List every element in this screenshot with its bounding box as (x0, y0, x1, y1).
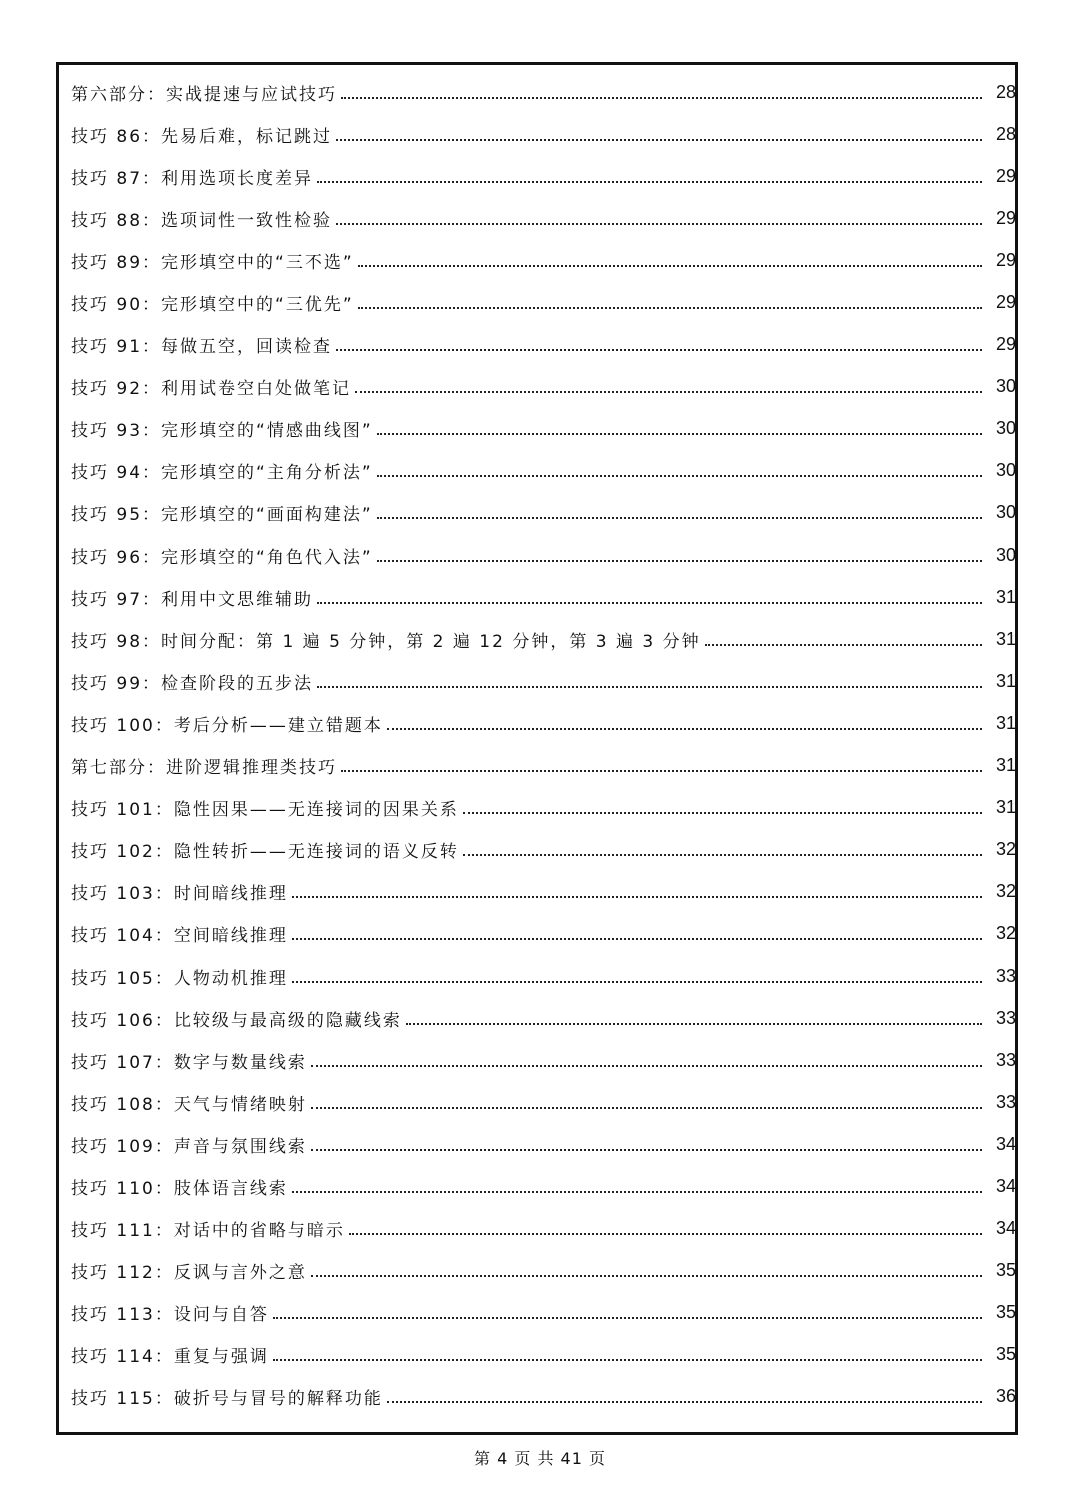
toc-entry-title: 技巧 106：比较级与最高级的隐藏线索 (71, 1010, 402, 1031)
dot-leader (273, 1316, 982, 1319)
dot-leader (311, 1274, 982, 1277)
toc-entry (71, 492, 1016, 534)
toc-entry (71, 113, 1016, 155)
toc-entry-page-number: 29 (995, 334, 1016, 355)
toc-entry-title: 技巧 113：设问与自答 (71, 1305, 269, 1326)
toc-entry-title: 技巧 104：空间暗线推理 (71, 926, 288, 947)
toc-entry-page-number: 31 (995, 586, 1016, 607)
toc-entry-page-number: 32 (995, 839, 1016, 860)
toc-entry (71, 324, 1016, 366)
toc-entry-title: 技巧 92：利用试卷空白处做笔记 (71, 379, 352, 400)
toc-entry-title: 技巧 115：破折号与冒号的解释功能 (71, 1389, 383, 1410)
dot-leader (311, 1148, 982, 1151)
toc-entry-title: 技巧 94：完形填空的“主角分析法” (71, 463, 373, 484)
dot-leader (336, 348, 982, 351)
toc-entry (71, 660, 1016, 702)
toc-entry-page-number: 30 (995, 418, 1016, 439)
dot-leader (317, 180, 982, 183)
toc-entry (71, 281, 1016, 323)
toc-entry-page-number: 35 (995, 1302, 1016, 1323)
toc-entry (71, 197, 1016, 239)
toc-entry-page-number: 28 (995, 123, 1016, 144)
toc-entry (71, 366, 1016, 408)
dot-leader (377, 516, 982, 519)
toc-entry-page-number: 36 (995, 1386, 1016, 1407)
toc-entry (71, 534, 1016, 576)
toc-entry-title: 技巧 95：完形填空的“画面构建法” (71, 505, 373, 526)
toc-entry (71, 702, 1016, 744)
toc-entry-title: 技巧 87：利用选项长度差异 (71, 168, 314, 189)
toc-entry-title: 技巧 109：声音与氛围线索 (71, 1136, 307, 1157)
dot-leader (273, 1358, 982, 1361)
toc-entry-title: 技巧 103：时间暗线推理 (71, 884, 288, 905)
toc-entry-page-number: 30 (995, 544, 1016, 565)
toc-entry-title: 技巧 89：完形填空中的“三不选” (71, 252, 354, 273)
toc-entry-page-number: 32 (995, 923, 1016, 944)
toc-entry-title: 技巧 101：隐性因果——无连接词的因果关系 (71, 800, 459, 821)
dot-leader (336, 222, 982, 225)
toc-entry-title: 技巧 110：肢体语言线索 (71, 1178, 288, 1199)
toc-entry-page-number: 34 (995, 1133, 1016, 1154)
toc-entry-title: 技巧 102：隐性转折——无连接词的语义反转 (71, 842, 459, 863)
dot-leader (377, 474, 982, 477)
dot-leader (358, 264, 982, 267)
toc-entry-title: 技巧 100：考后分析——建立错题本 (71, 715, 383, 736)
toc-entry-page-number: 35 (995, 1260, 1016, 1281)
toc-entry (71, 955, 1016, 997)
dot-leader (358, 306, 982, 309)
toc-entry (71, 408, 1016, 450)
toc-entry-page-number: 30 (995, 502, 1016, 523)
toc-entry-title: 技巧 91：每做五空，回读检查 (71, 337, 333, 358)
toc-entry-title: 技巧 107：数字与数量线索 (71, 1052, 307, 1073)
dot-leader (317, 685, 982, 688)
dot-leader (463, 853, 982, 856)
toc-entry-title: 技巧 97：利用中文思维辅助 (71, 589, 314, 610)
toc-entry-page-number: 32 (995, 881, 1016, 902)
toc-entry (71, 1250, 1016, 1292)
toc-entry (71, 71, 1016, 113)
dot-leader (377, 559, 982, 562)
dot-leader (463, 811, 982, 814)
toc-entry (71, 1039, 1016, 1081)
toc-entry (71, 1334, 1016, 1376)
toc-entry-title: 第六部分：实战提速与应试技巧 (71, 84, 337, 105)
toc-entry-page-number: 29 (995, 249, 1016, 270)
toc-entry-page-number: 33 (995, 1091, 1016, 1112)
toc-entry (71, 1123, 1016, 1165)
toc-entry-page-number: 34 (995, 1218, 1016, 1239)
toc-entry (71, 745, 1016, 787)
toc-entry-page-number: 28 (995, 81, 1016, 102)
toc-entry-title: 技巧 93：完形填空的“情感曲线图” (71, 421, 373, 442)
toc-entry-page-number: 31 (995, 670, 1016, 691)
toc-entry-page-number: 31 (995, 712, 1016, 733)
dot-leader (292, 1190, 982, 1193)
toc-entry-page-number: 31 (995, 755, 1016, 776)
toc-entry-title: 技巧 99：检查阶段的五步法 (71, 673, 314, 694)
toc-entry (71, 239, 1016, 281)
toc-entry-page-number: 29 (995, 207, 1016, 228)
toc-entry-page-number: 31 (995, 797, 1016, 818)
toc-entry-page-number: 29 (995, 165, 1016, 186)
toc-entry-title: 技巧 88：选项词性一致性检验 (71, 210, 333, 231)
toc-entry (71, 829, 1016, 871)
toc-entry-title: 技巧 86：先易后难，标记跳过 (71, 126, 333, 147)
toc-entry-title: 技巧 96：完形填空的“角色代入法” (71, 547, 373, 568)
toc-entry (71, 1165, 1016, 1207)
toc-entry-page-number: 29 (995, 292, 1016, 313)
toc-entry (71, 1208, 1016, 1250)
dot-leader (341, 96, 982, 99)
dot-leader (292, 937, 982, 940)
toc-entry-page-number: 35 (995, 1344, 1016, 1365)
toc-entry-page-number: 33 (995, 1049, 1016, 1070)
toc-entry-page-number: 31 (995, 628, 1016, 649)
dot-leader (705, 643, 982, 646)
toc-entry-title: 技巧 98：时间分配：第 1 遍 5 分钟，第 2 遍 12 分钟，第 3 遍 3 分钟 (71, 631, 701, 652)
toc-entry (71, 1292, 1016, 1334)
dot-leader (377, 432, 982, 435)
toc-entry (71, 155, 1016, 197)
toc-entry-page-number: 33 (995, 965, 1016, 986)
toc-entry-page-number: 33 (995, 1007, 1016, 1028)
toc-entry (71, 997, 1016, 1039)
dot-leader (292, 980, 982, 983)
dot-leader (387, 1400, 982, 1403)
toc-entry-title: 技巧 114：重复与强调 (71, 1347, 269, 1368)
dot-leader (317, 601, 982, 604)
toc-entry (71, 576, 1016, 618)
toc-entry-title: 第七部分：进阶逻辑推理类技巧 (71, 758, 337, 779)
toc-entry (71, 1081, 1016, 1123)
page-border (56, 62, 1018, 1435)
dot-leader (336, 138, 982, 141)
toc-entry-title: 技巧 112：反讽与言外之意 (71, 1263, 307, 1284)
toc-entry-page-number: 30 (995, 376, 1016, 397)
dot-leader (311, 1106, 982, 1109)
toc-entry-title: 技巧 111：对话中的省略与暗示 (71, 1221, 345, 1242)
dot-leader (349, 1232, 982, 1235)
dot-leader (355, 390, 982, 393)
dot-leader (341, 769, 982, 772)
toc-entry-title: 技巧 90：完形填空中的“三优先” (71, 295, 354, 316)
dot-leader (292, 895, 982, 898)
table-of-contents (71, 71, 1016, 1418)
toc-entry-page-number: 34 (995, 1175, 1016, 1196)
toc-entry-title: 技巧 105：人物动机推理 (71, 968, 288, 989)
toc-entry (71, 618, 1016, 660)
toc-entry-title: 技巧 108：天气与情绪映射 (71, 1094, 307, 1115)
page-footer: 第 4 页 共 41 页 (474, 1449, 606, 1468)
toc-entry (71, 913, 1016, 955)
dot-leader (387, 727, 982, 730)
dot-leader (406, 1022, 982, 1025)
toc-entry (71, 450, 1016, 492)
toc-entry (71, 787, 1016, 829)
toc-entry (71, 1376, 1016, 1418)
toc-entry-page-number: 30 (995, 460, 1016, 481)
toc-entry (71, 871, 1016, 913)
dot-leader (311, 1064, 982, 1067)
